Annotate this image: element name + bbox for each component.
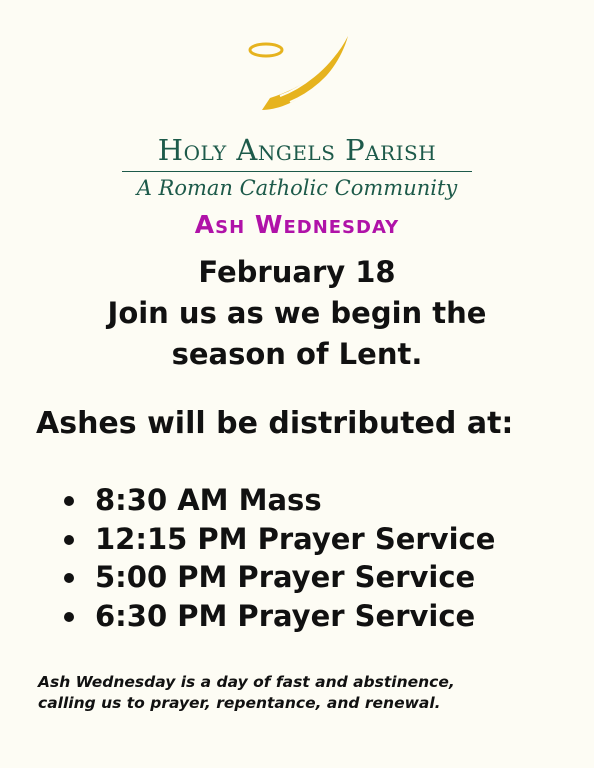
event-invite-line-2: season of Lent. [171,337,423,371]
fast-note-line-1: Ash Wednesday is a day of fast and abstinence, [38,673,455,691]
event-headline [0,252,594,375]
list-item [60,597,580,636]
list-item [60,481,580,520]
service-time: 6:30 PM Prayer Service [95,598,476,633]
parish-logo [0,28,594,200]
parish-tagline: A Roman Catholic Community [136,176,458,200]
service-time: 8:30 AM Mass [95,483,322,517]
bullet-icon [64,496,74,506]
logo-divider [122,171,472,172]
list-item [60,558,580,597]
parish-name: Holy Angels Parish [157,133,437,167]
event-date: February 18 [198,255,396,289]
bullet-icon [64,573,74,583]
bullet-icon [64,612,74,622]
fast-note-line-2: calling us to prayer, repentance, and renewal. [38,694,441,712]
bullet-icon [64,535,74,545]
list-item [60,520,580,559]
event-invite-line-1: Join us as we begin the [107,296,487,330]
service-time: 5:00 PM Prayer Service [95,560,476,594]
fast-note [38,672,578,714]
event-title: Ash Wednesday [194,210,400,239]
service-times-list [60,481,580,635]
distribution-heading: Ashes will be distributed at: [36,406,514,441]
halo-wing-icon [240,28,360,123]
service-time: 12:15 PM Prayer Service [95,521,496,556]
